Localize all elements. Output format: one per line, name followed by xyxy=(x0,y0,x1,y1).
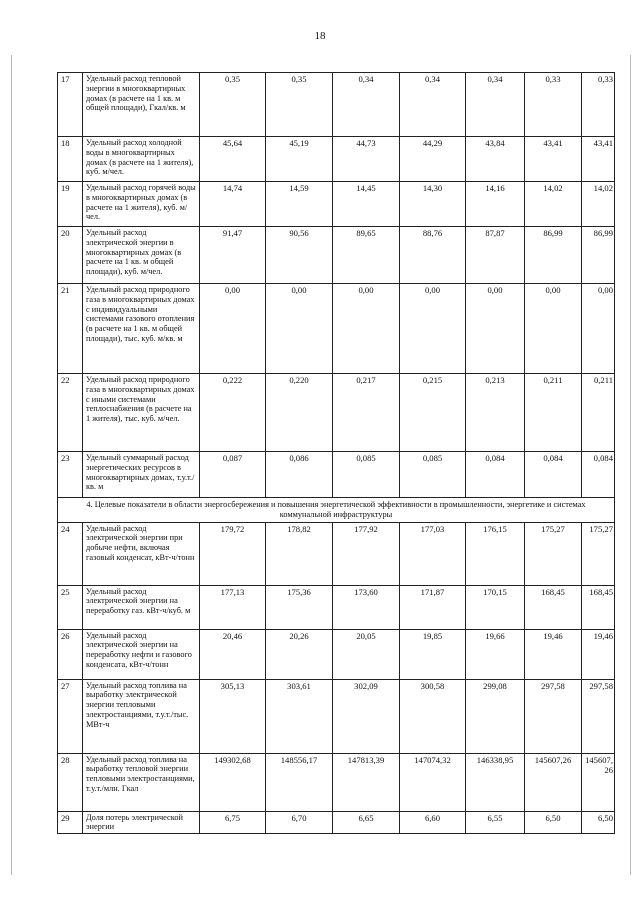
indicator-value: 177,92 xyxy=(333,522,400,585)
indicator-value: 0,33 xyxy=(582,73,615,137)
indicator-value: 0,213 xyxy=(466,374,525,452)
indicator-value: 20,26 xyxy=(266,629,333,679)
indicator-description: Удельный расход холодной воды в многоквартирных домах (в расчете на 1 жителя), куб. м/чел. xyxy=(83,137,200,182)
indicator-value: 6,50 xyxy=(582,811,615,834)
section-heading: 4. Целевые показатели в области энергосбережения и повышения энергетической эффективности в промышленности, энергетике и системах коммунальной инфраструктуры xyxy=(58,498,615,523)
indicator-value: 91,47 xyxy=(200,227,266,284)
indicator-value: 305,13 xyxy=(200,679,266,753)
scan-edge-right xyxy=(630,55,631,875)
rows-after-section xyxy=(58,522,615,834)
indicator-value: 0,33 xyxy=(525,73,582,137)
indicator-value: 14,02 xyxy=(525,182,582,227)
indicator-value: 0,00 xyxy=(400,284,466,374)
row-number: 22 xyxy=(58,374,83,452)
indicator-value: 0,34 xyxy=(400,73,466,137)
row-number: 21 xyxy=(58,284,83,374)
indicator-value: 299,08 xyxy=(466,679,525,753)
indicator-value: 177,03 xyxy=(400,522,466,585)
row-number: 19 xyxy=(58,182,83,227)
rows-before-section xyxy=(58,73,615,498)
indicator-value: 302,09 xyxy=(333,679,400,753)
indicator-value: 0,085 xyxy=(333,452,400,498)
indicator-value: 20,46 xyxy=(200,629,266,679)
indicator-description: Удельный расход топлива на выработку тепловой энергии тепловыми электростанциями, т.у.т./млн. Гкал xyxy=(83,753,200,811)
indicator-description: Доля потерь электрической энергии xyxy=(83,811,200,834)
indicator-value: 43,84 xyxy=(466,137,525,182)
table-row xyxy=(58,284,615,374)
indicator-value: 175,27 xyxy=(525,522,582,585)
indicator-value: 0,084 xyxy=(466,452,525,498)
row-number: 24 xyxy=(58,522,83,585)
table-row xyxy=(58,374,615,452)
indicator-value: 147074,32 xyxy=(400,753,466,811)
indicator-value: 303,61 xyxy=(266,679,333,753)
indicator-value: 170,15 xyxy=(466,585,525,629)
table-row xyxy=(58,753,615,811)
indicator-value: 149302,68 xyxy=(200,753,266,811)
indicator-value: 0,086 xyxy=(266,452,333,498)
indicator-value: 147813,39 xyxy=(333,753,400,811)
indicator-description: Удельный суммарный расход энергетических ресурсов в многоквартирных домах, т.у.т./кв. м xyxy=(83,452,200,498)
row-number: 23 xyxy=(58,452,83,498)
row-number: 18 xyxy=(58,137,83,182)
indicator-value: 6,65 xyxy=(333,811,400,834)
indicator-value: 0,211 xyxy=(582,374,615,452)
indicator-value: 168,45 xyxy=(582,585,615,629)
indicator-value: 86,99 xyxy=(582,227,615,284)
indicator-value: 175,36 xyxy=(266,585,333,629)
indicator-value: 20,05 xyxy=(333,629,400,679)
indicator-value: 0,220 xyxy=(266,374,333,452)
indicator-value: 19,85 xyxy=(400,629,466,679)
table-row xyxy=(58,73,615,137)
indicator-value: 300,58 xyxy=(400,679,466,753)
section-heading-row xyxy=(58,498,615,523)
indicator-value: 86,99 xyxy=(525,227,582,284)
row-number: 27 xyxy=(58,679,83,753)
table-row xyxy=(58,182,615,227)
table-row xyxy=(58,522,615,585)
indicator-description: Удельный расход тепловой энергии в многоквартирных домах (в расчете на 1 кв. м общей площади), Гкал/кв. м xyxy=(83,73,200,137)
row-number: 29 xyxy=(58,811,83,834)
indicator-value: 43,41 xyxy=(525,137,582,182)
indicator-value: 0,34 xyxy=(333,73,400,137)
indicator-description: Удельный расход электрической энергии в многоквартирных домах (в расчете на 1 кв. м общей площади), куб. м/чел. xyxy=(83,227,200,284)
indicator-value: 19,46 xyxy=(525,629,582,679)
indicator-value: 0,35 xyxy=(266,73,333,137)
indicator-value: 0,085 xyxy=(400,452,466,498)
indicator-value: 0,34 xyxy=(466,73,525,137)
indicator-value: 0,00 xyxy=(525,284,582,374)
row-number: 26 xyxy=(58,629,83,679)
row-number: 25 xyxy=(58,585,83,629)
indicator-value: 0,084 xyxy=(525,452,582,498)
indicator-value: 43,41 xyxy=(582,137,615,182)
table-row xyxy=(58,227,615,284)
indicator-value: 14,30 xyxy=(400,182,466,227)
scan-edge-left xyxy=(11,55,12,875)
section-block xyxy=(58,498,615,523)
indicator-value: 44,73 xyxy=(333,137,400,182)
indicator-value: 14,74 xyxy=(200,182,266,227)
indicator-value: 45,19 xyxy=(266,137,333,182)
indicator-description: Удельный расход топлива на выработку электрической энергии тепловыми электростанциями, т.у.т./тыс. МВт-ч xyxy=(83,679,200,753)
indicator-value: 88,76 xyxy=(400,227,466,284)
indicator-value: 178,82 xyxy=(266,522,333,585)
indicator-value: 0,217 xyxy=(333,374,400,452)
indicator-value: 0,211 xyxy=(525,374,582,452)
indicator-value: 0,222 xyxy=(200,374,266,452)
indicator-description: Удельный расход природного газа в многоквартирных домах с индивидуальными системами газового отопления (в расчете на 1 кв. м общей площади), тыс. куб. м/кв. м xyxy=(83,284,200,374)
indicators-table xyxy=(57,72,615,834)
indicator-value: 148556,17 xyxy=(266,753,333,811)
indicator-value: 44,29 xyxy=(400,137,466,182)
indicator-value: 0,00 xyxy=(582,284,615,374)
indicator-value: 145607,26 xyxy=(525,753,582,811)
indicator-description: Удельный расход электрической энергии на переработку нефти и газового конденсата, кВт-ч/тонн xyxy=(83,629,200,679)
indicator-value: 145607,26 xyxy=(582,753,615,811)
row-number: 17 xyxy=(58,73,83,137)
indicator-value: 14,16 xyxy=(466,182,525,227)
indicator-value: 177,13 xyxy=(200,585,266,629)
table-row xyxy=(58,137,615,182)
indicator-value: 90,56 xyxy=(266,227,333,284)
indicator-value: 19,46 xyxy=(582,629,615,679)
row-number: 28 xyxy=(58,753,83,811)
indicator-description: Удельный расход природного газа в многоквартирных домах с иными системами теплоснабжения (в расчете на 1 жителя), тыс. куб. м/чел. xyxy=(83,374,200,452)
indicator-value: 6,75 xyxy=(200,811,266,834)
table-row xyxy=(58,679,615,753)
indicator-value: 19,66 xyxy=(466,629,525,679)
indicator-description: Удельный расход электрической энергии на переработку газ. кВт-ч/куб. м xyxy=(83,585,200,629)
indicator-value: 6,70 xyxy=(266,811,333,834)
indicator-value: 0,00 xyxy=(466,284,525,374)
indicator-value: 173,60 xyxy=(333,585,400,629)
table-row xyxy=(58,452,615,498)
indicator-value: 297,58 xyxy=(525,679,582,753)
indicator-value: 176,15 xyxy=(466,522,525,585)
indicator-value: 14,02 xyxy=(582,182,615,227)
indicator-value: 87,87 xyxy=(466,227,525,284)
indicator-description: Удельный расход электрической энергии при добыче нефти, включая газовый конденсат, кВт-ч/тонн xyxy=(83,522,200,585)
indicator-value: 179,72 xyxy=(200,522,266,585)
indicator-value: 171,87 xyxy=(400,585,466,629)
table-row xyxy=(58,811,615,834)
indicator-value: 45,64 xyxy=(200,137,266,182)
indicator-value: 0,215 xyxy=(400,374,466,452)
indicator-value: 6,55 xyxy=(466,811,525,834)
indicator-value: 6,50 xyxy=(525,811,582,834)
indicator-value: 6,60 xyxy=(400,811,466,834)
indicator-value: 0,35 xyxy=(200,73,266,137)
indicator-value: 14,59 xyxy=(266,182,333,227)
indicator-value: 0,087 xyxy=(200,452,266,498)
indicator-value: 89,65 xyxy=(333,227,400,284)
row-number: 20 xyxy=(58,227,83,284)
indicator-description: Удельный расход горячей воды в многоквартирных домах (в расчете на 1 жителя), куб. м/чел. xyxy=(83,182,200,227)
indicator-value: 297,58 xyxy=(582,679,615,753)
indicator-value: 0,00 xyxy=(266,284,333,374)
page-number: 18 xyxy=(314,30,326,42)
indicator-value: 14,45 xyxy=(333,182,400,227)
indicator-value: 146338,95 xyxy=(466,753,525,811)
indicator-value: 0,00 xyxy=(333,284,400,374)
indicator-value: 168,45 xyxy=(525,585,582,629)
indicator-value: 0,084 xyxy=(582,452,615,498)
table-row xyxy=(58,585,615,629)
indicator-value: 175,27 xyxy=(582,522,615,585)
table-row xyxy=(58,629,615,679)
indicator-value: 0,00 xyxy=(200,284,266,374)
